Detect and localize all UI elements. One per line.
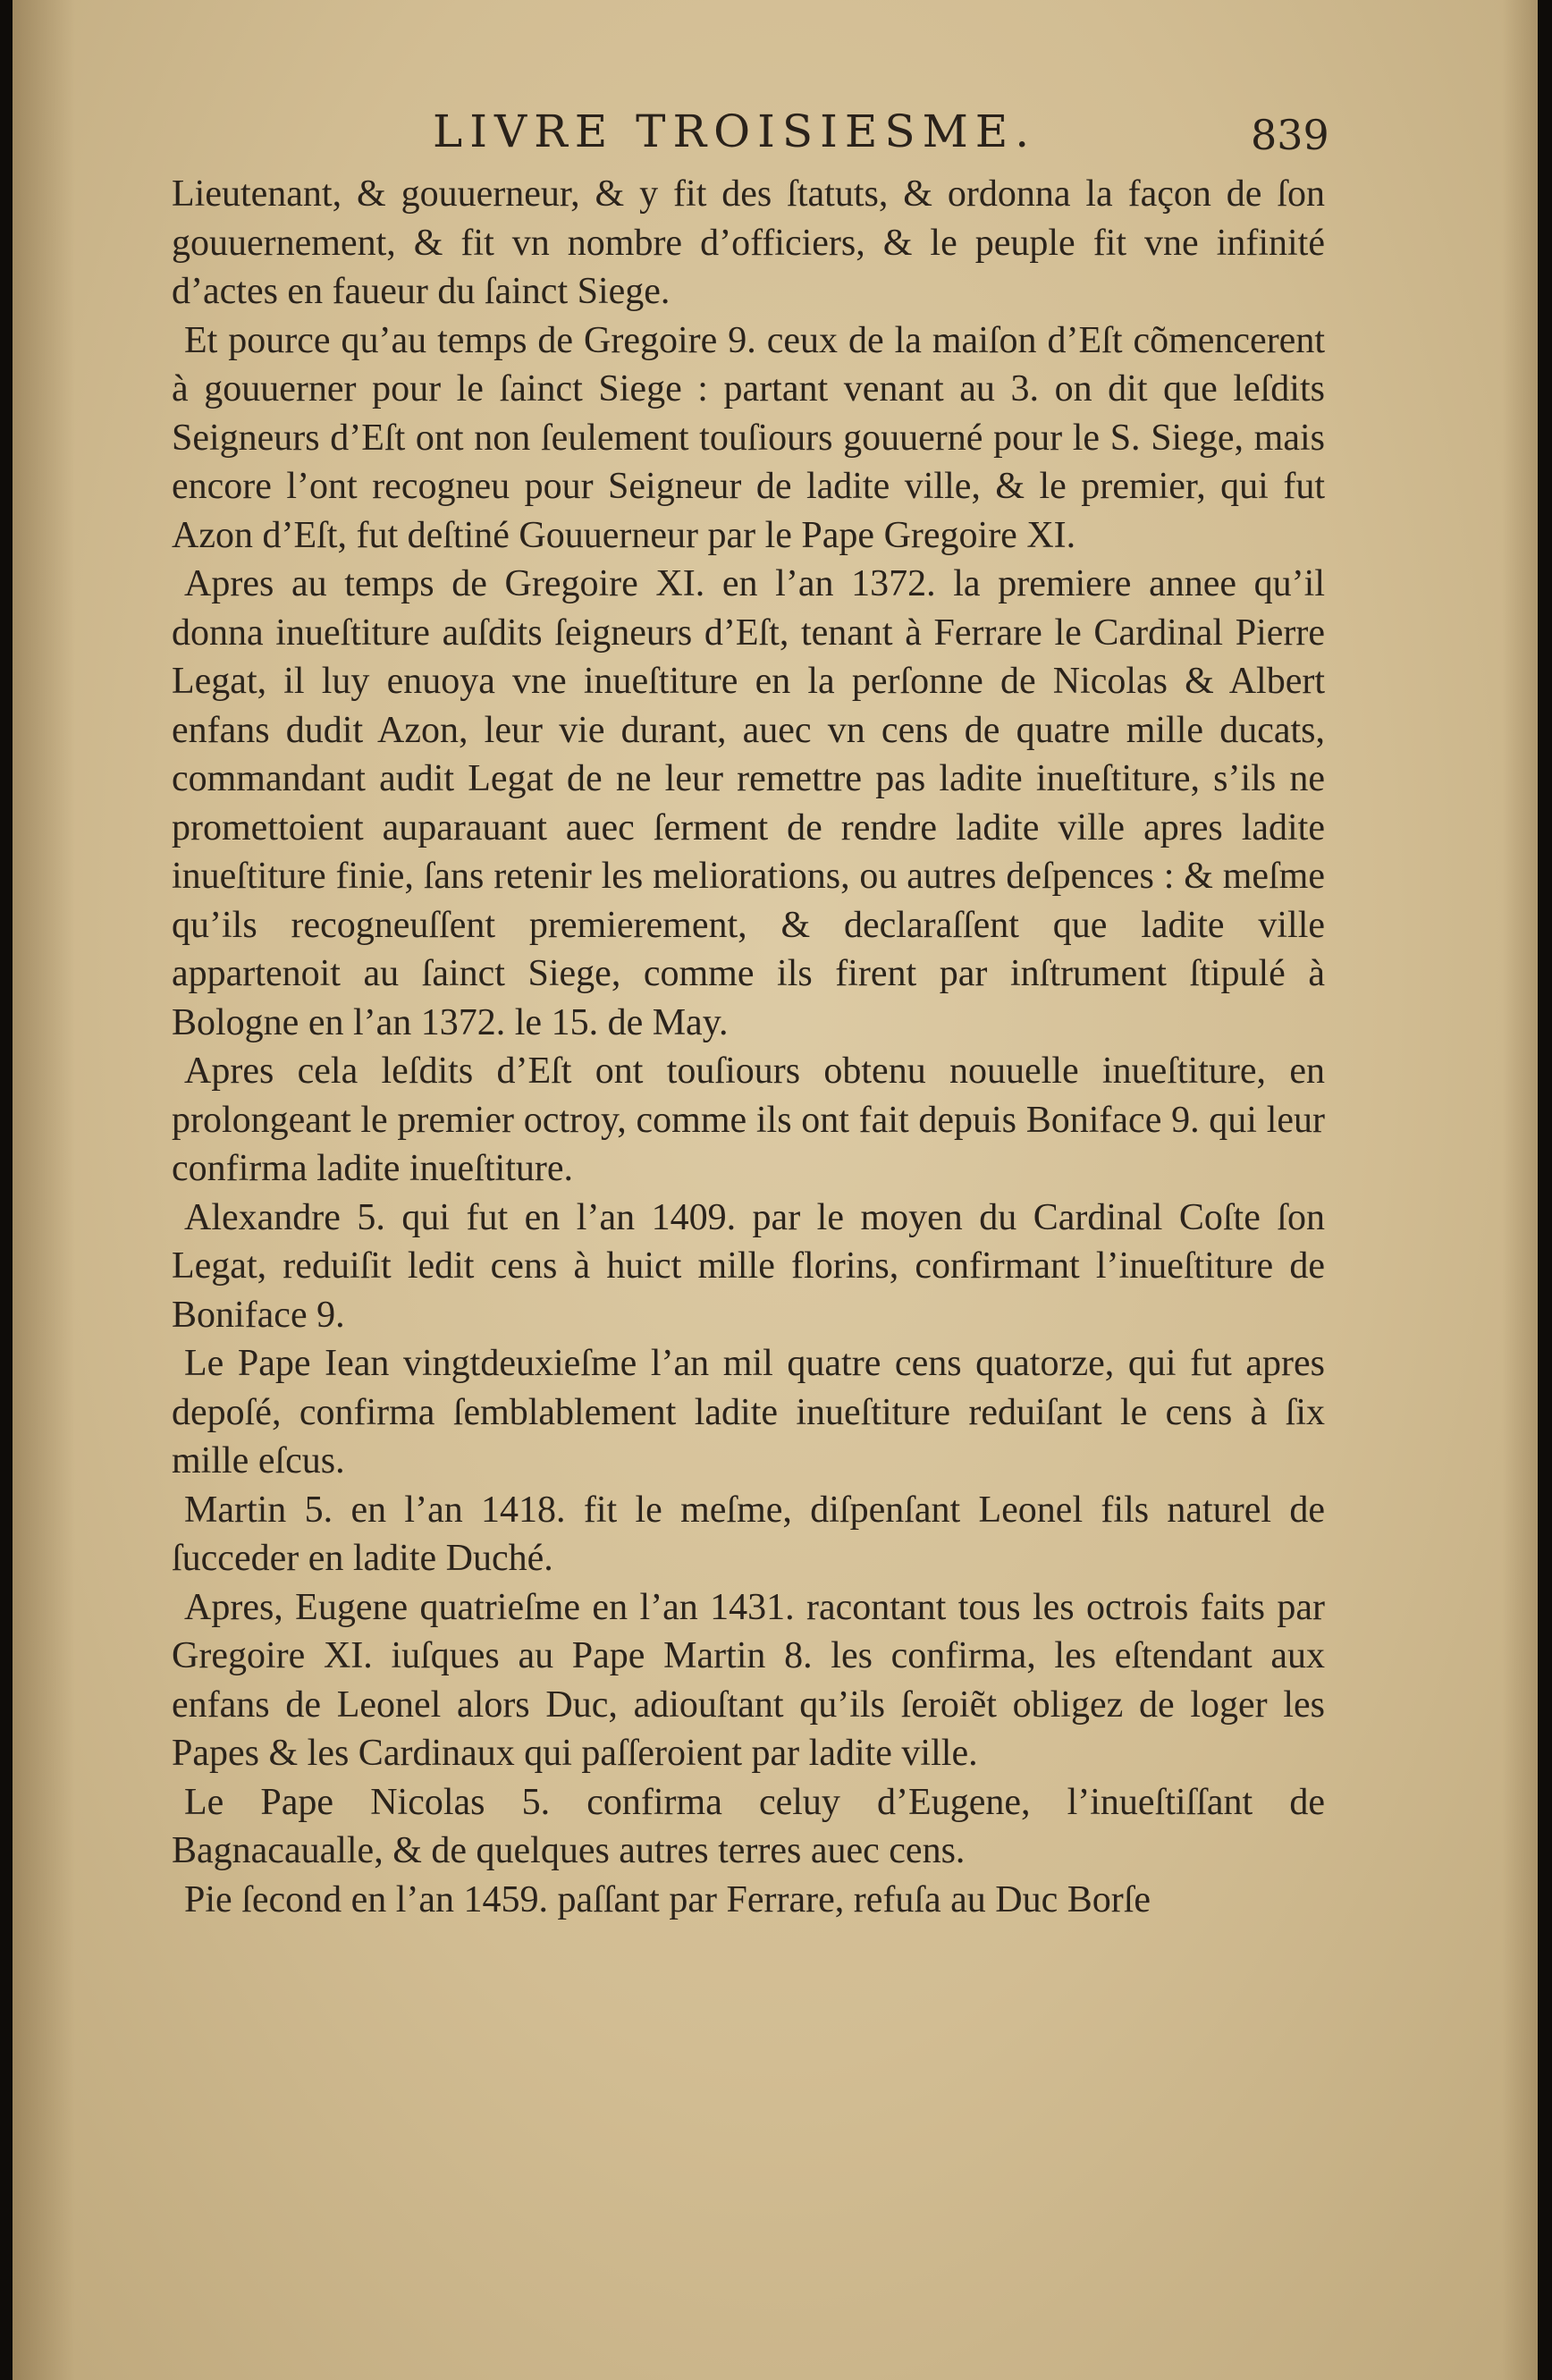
book-page [13,0,1538,2380]
paragraph: Et pource qu’au temps de Gregoire 9. ceux de la maiſon d’Eſt cõmencerent à gouuerner pour le ſainct Siege : partant venant au 3. on dit que leſdits Seigneurs d’Eſt ont non ſeulement touſiours gouuerné pour le S. Siege, mais encore l’ont recogneu pour Seigneur de ladite ville, & le premier, qui fut Azon d’Eſt, fut deſtiné Gouuerneur par le Pape Gregoire XI. [172,319,1325,556]
running-head [13,105,1538,168]
paragraph: Pie ſecond en l’an 1459. paſſant par Ferrare, refuſa au Duc Borſe [184,1878,1151,1920]
paragraph: Apres cela leſdits d’Eſt ont touſiours obtenu nouuelle inueſtiture, en prolongeant le premier octroy, comme ils ont fait depuis Boniface 9. qui leur confirma ladite inueſtiture. [172,1051,1325,1189]
body-text [172,170,1325,1924]
page-title: LIVRE TROISIESME. [433,105,1037,157]
paragraph: Alexandre 5. qui fut en l’an 1409. par le moyen du Cardinal Coſte ſon Legat, reduiſit ledit cens à huict mille florins, confirmant l’inueſtiture de Boniface 9. [172,1196,1325,1336]
paragraph: Apres au temps de Gregoire XI. en l’an 1372. la premiere annee qu’il donna inueſtiture auſdits ſeigneurs d’Eſt, tenant à Ferrare le Cardinal Pierre Legat, il luy enuoya vne inueſtiture en la perſonne de Nicolas & Albert enfans dudit Azon, leur vie durant, auec vn cens de quatre mille ducats, commandant audit Legat de ne leur remettre pas ladite inueſtiture, s’ils ne promettoient auparauant auec ſerment de rendre ladite ville apres ladite inueſtiture finie, ſans retenir les meliorations, ou autres deſpences : & meſme qu’ils recogneuſſent premierement, & declaraſſent que ladite ville appartenoit au ſainct Siege, comme ils firent par inſtrument ſtipulé à Bologne en l’an 1372. le 15. de May. [172,563,1325,1043]
paragraph: Martin 5. en l’an 1418. fit le meſme, diſpenſant Leonel fils naturel de ſucceder en ladite Duché. [172,1489,1325,1579]
paragraph: Le Pape Nicolas 5. confirma celuy d’Eugene, l’inueſtiſſant de Bagnacaualle, & de quelques autres terres auec cens. [172,1781,1325,1871]
paragraph: Apres, Eugene quatrieſme en l’an 1431. racontant tous les octrois faits par Gregoire XI. iuſques au Pape Martin 8. les confirma, les eſtendant aux enfans de Leonel alors Duc, adiouſtant qu’ils ſeroiẽt obligez de loger les Papes & les Cardinaux qui paſſeroient par ladite ville. [172,1586,1325,1774]
paragraph: Lieutenant, & gouuerneur, & y fit des ſtatuts, & ordonna la façon de ſon gouuernement, & fit vn nombre d’officiers, & le peuple fit vne infinité d’actes en faueur du ſainct Siege. [172,173,1325,312]
paragraph: Le Pape Iean vingtdeuxieſme l’an mil quatre cens quatorze, qui fut apres depoſé, confirma ſemblablement ladite inueſtiture reduiſant le cens à ſix mille eſcus. [172,1343,1325,1481]
page-number: 839 [1251,111,1329,159]
